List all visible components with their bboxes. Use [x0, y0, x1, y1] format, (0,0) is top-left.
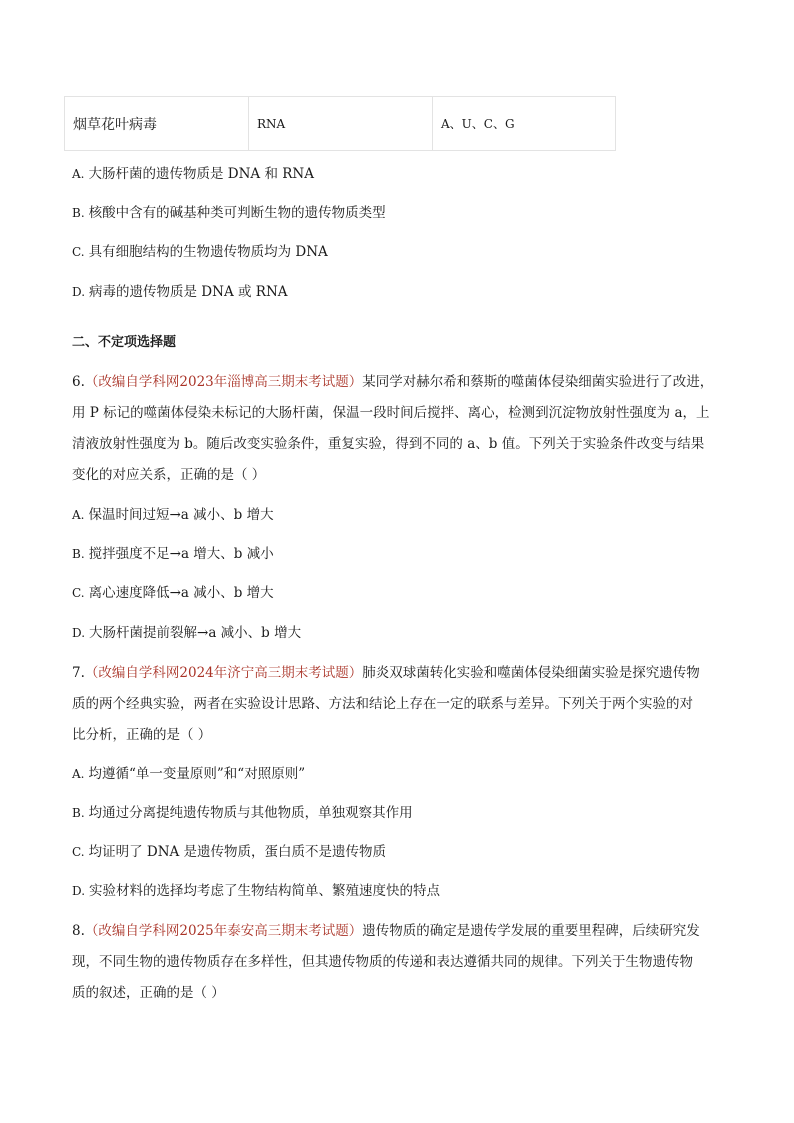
q8-stem-line-1: 8.（改编自学科网2025年泰安高三期末考试题）遗传物质的确定是遗传学发展的重要里程碑，后续研究发 — [72, 923, 700, 939]
q7-option-c: C. 均证明了 DNA 是遗传物质，蛋白质不是遗传物质 — [72, 844, 387, 860]
q7-stem-line-3: 比分析，正确的是（ ） — [72, 727, 212, 743]
q7-option-a: A. 均遵循“单一变量原则”和“对照原则” — [72, 766, 306, 782]
q6-source: （改编自学科网2023年淄博高三期末考试题） — [84, 374, 363, 390]
q5-option-a: A. 大肠杆菌的遗传物质是 DNA 和 RNA — [72, 166, 314, 182]
q8-source: （改编自学科网2025年泰安高三期末考试题） — [84, 923, 363, 939]
genetic-material-table — [64, 96, 616, 151]
q6-option-c: C. 离心速度降低→a 减小、b 增大 — [72, 585, 274, 601]
q6-stem-line-4: 变化的对应关系，正确的是（ ） — [72, 467, 266, 483]
q6-stem-line-3: 清液放射性强度为 b。随后改变实验条件，重复实验，得到不同的 a、b 值。下列关于实验条件改变与结果 — [72, 436, 705, 452]
table-row — [65, 97, 616, 151]
q6-stem-line-2: 用 P 标记的噬菌体侵染未标记的大肠杆菌，保温一段时间后搅拌、离心，检测到沉淀物放射性强度为 a，上 — [72, 405, 710, 421]
q7-stem-line-2: 质的两个经典实验，两者在实验设计思路、方法和结论上存在一定的联系与差异。下列关于两个实验的对 — [72, 696, 693, 712]
q5-option-d: D. 病毒的遗传物质是 DNA 或 RNA — [72, 284, 288, 300]
q7-option-b: B. 均通过分离提纯遗传物质与其他物质，单独观察其作用 — [72, 805, 413, 821]
q6-option-d: D. 大肠杆菌提前裂解→a 减小、b 增大 — [72, 625, 302, 641]
table-cell-organism: 烟草花叶病毒 — [65, 97, 249, 151]
q6-option-b: B. 搅拌强度不足→a 增大、b 减小 — [72, 546, 274, 562]
q7-source: （改编自学科网2024年济宁高三期末考试题） — [84, 665, 363, 681]
q8-stem-line-3: 质的叙述，正确的是（ ） — [72, 985, 225, 1001]
q7-option-d: D. 实验材料的选择均考虑了生物结构简单、繁殖速度快的特点 — [72, 883, 441, 899]
q5-option-b: B. 核酸中含有的碱基种类可判断生物的遗传物质类型 — [72, 205, 386, 221]
q5-option-c: C. 具有细胞结构的生物遗传物质均为 DNA — [72, 244, 328, 260]
section-heading: 二、不定项选择题 — [72, 335, 177, 350]
table-cell-bases: A、U、C、G — [433, 97, 616, 151]
q8-stem-line-2: 现，不同生物的遗传物质存在多样性，但其遗传物质的传递和表达遵循共同的规律。下列关于生物遗传物 — [72, 954, 693, 970]
table-cell-nucleic-acid: RNA — [249, 97, 433, 151]
q7-stem-line-1: 7.（改编自学科网2024年济宁高三期末考试题）肺炎双球菌转化实验和噬菌体侵染细菌实验是探究遗传物 — [72, 665, 700, 681]
q6-stem-line-1: 6.（改编自学科网2023年淄博高三期末考试题）某同学对赫尔希和蔡斯的噬菌体侵染细菌实验进行了改进， — [72, 374, 714, 390]
q6-option-a: A. 保温时间过短→a 减小、b 增大 — [72, 507, 274, 523]
